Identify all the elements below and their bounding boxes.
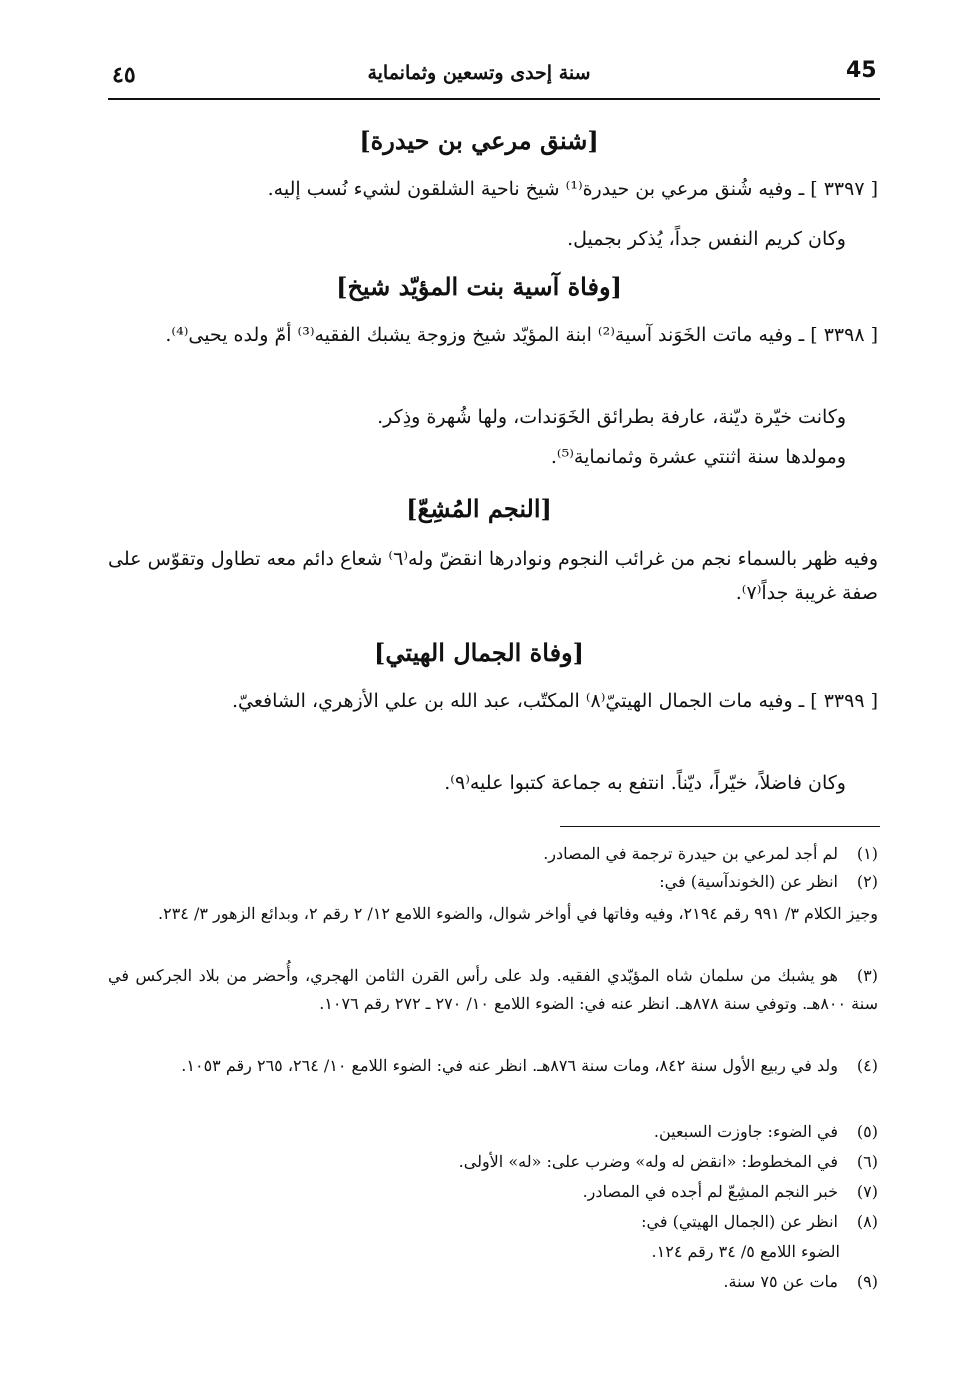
footnote-number: (٢) [856, 872, 878, 891]
header-rule [108, 98, 880, 100]
entry-paragraph: [ ٣٣٩٩ ] ـ وفيه مات الجمال الهيتيّ⁽٨⁾ المكتّب، عبد الله بن علي الأزهري، الشافعيّ. [232, 690, 878, 712]
section-title: [وفاة الجمال الهيتي] [373, 638, 584, 667]
footnote-number: (٤) [856, 1056, 878, 1075]
footnote [108, 1052, 878, 1080]
entry-paragraph: [ ٣٣٩٧ ] ـ وفيه شُنق مرعي بن حيدرة⁽¹⁾ شيخ ناحية الشلقون لشيء نُسب إليه. [267, 178, 878, 200]
footnote-number: (٧) [856, 1182, 878, 1201]
entry-paragraph: وفيه ظهر بالسماء نجم من غرائب النجوم ونوادرها انقضّ وله⁽٦⁾ شعاع دائم معه تطاول وتقوّس على صفة غريبة جداً⁽٧⁾. [108, 548, 878, 604]
footnote-text: في المخطوط: «انقض له وله» وضرب على: «له» الأولى. [458, 1152, 838, 1171]
footnote-text: لم أجد لمرعي بن حيدرة ترجمة في المصادر. [543, 844, 838, 863]
footnote-number: (٩) [856, 1272, 878, 1291]
footnote-number: (٨) [856, 1212, 878, 1231]
footnote [108, 1178, 878, 1206]
footnote-text: انظر عن (الجمال الهيتي) في: [641, 1212, 838, 1231]
footnote-text: هو يشبك من سلمان شاه المؤيّدي الفقيه. ولد على رأس القرن الثامن الهجري، وأُحضر من بلاد الجركس في سنة ٨٠٠هـ. وتوفي سنة ٨٧٨هـ. انظر عنه في: الضوء اللامع ١٠/ ٢٧٠ ـ ٢٧٢ رقم ١٠٧٦. [108, 966, 878, 1013]
footnote [108, 1148, 878, 1176]
footnote-number: (٥) [856, 1122, 878, 1141]
footnote [108, 868, 878, 896]
section-title: [شنق مرعي بن حيدرة] [359, 126, 599, 155]
footnote-number: (٣) [856, 966, 878, 985]
footnote-rule [560, 826, 880, 827]
footnote [108, 1208, 878, 1236]
footnote-text: انظر عن (الخوندآسية) في: [659, 872, 838, 891]
footnote [108, 1268, 878, 1296]
entry-paragraph: وكان فاضلاً، خيّراً، ديّناً. انتفع به جماعة كتبوا عليه⁽٩⁾. [444, 772, 846, 794]
footnote-number: (٦) [856, 1152, 878, 1171]
section-title: [النجم المُشِعّ] [406, 494, 552, 523]
footnote-number: (١) [856, 844, 878, 863]
entry-paragraph: [ ٣٣٩٨ ] ـ وفيه ماتت الخَوَند آسية⁽²⁾ ابنة المؤيّد شيخ وزوجة يشبك الفقيه⁽³⁾ أمّ ولده يحيى⁽⁴⁾. [165, 324, 878, 346]
footnote-text: في الضوء: جاوزت السبعين. [653, 1122, 838, 1141]
footnote-continuation: وجيز الكلام ٣/ ٩٩١ رقم ٢١٩٤، وفيه وفاتها في أواخر شوال، والضوء اللامع ١٢/ ٢ رقم ٢، وبدائع الزهور ٣/ ٢٣٤. [158, 904, 878, 923]
entry-paragraph: ومولدها سنة اثنتي عشرة وثمانماية⁽⁵⁾. [550, 446, 846, 468]
footnote-continuation: الضوء اللامع ٥/ ٣٤ رقم ١٢٤. [651, 1242, 840, 1261]
footnote [108, 1118, 878, 1146]
entry-paragraph: وكانت خيّرة ديّنة، عارفة بطرائق الخَوَندات، ولها شُهرة وذِكر. [377, 406, 846, 428]
page-number-latin: 45 [846, 58, 877, 83]
footnote [108, 840, 878, 868]
footnote [108, 962, 878, 1018]
section-title: [وفاة آسية بنت المؤيّد شيخ] [336, 272, 622, 301]
running-header-title: سنة إحدى وتسعين وثمانماية [367, 62, 591, 84]
entry-paragraph: وكان كريم النفس جداً، يُذكر بجميل. [567, 228, 846, 250]
page-number-arabic: ٤٥ [112, 62, 136, 88]
footnote-text: خبر النجم المشِعّ لم أجده في المصادر. [582, 1182, 838, 1201]
footnote-text: ولد في ربيع الأول سنة ٨٤٢، ومات سنة ٨٧٦هـ. انظر عنه في: الضوء اللامع ١٠/ ٢٦٤، ٢٦٥ رقم ١٠٥٣. [181, 1056, 838, 1075]
footnote-text: مات عن ٧٥ سنة. [723, 1272, 838, 1291]
